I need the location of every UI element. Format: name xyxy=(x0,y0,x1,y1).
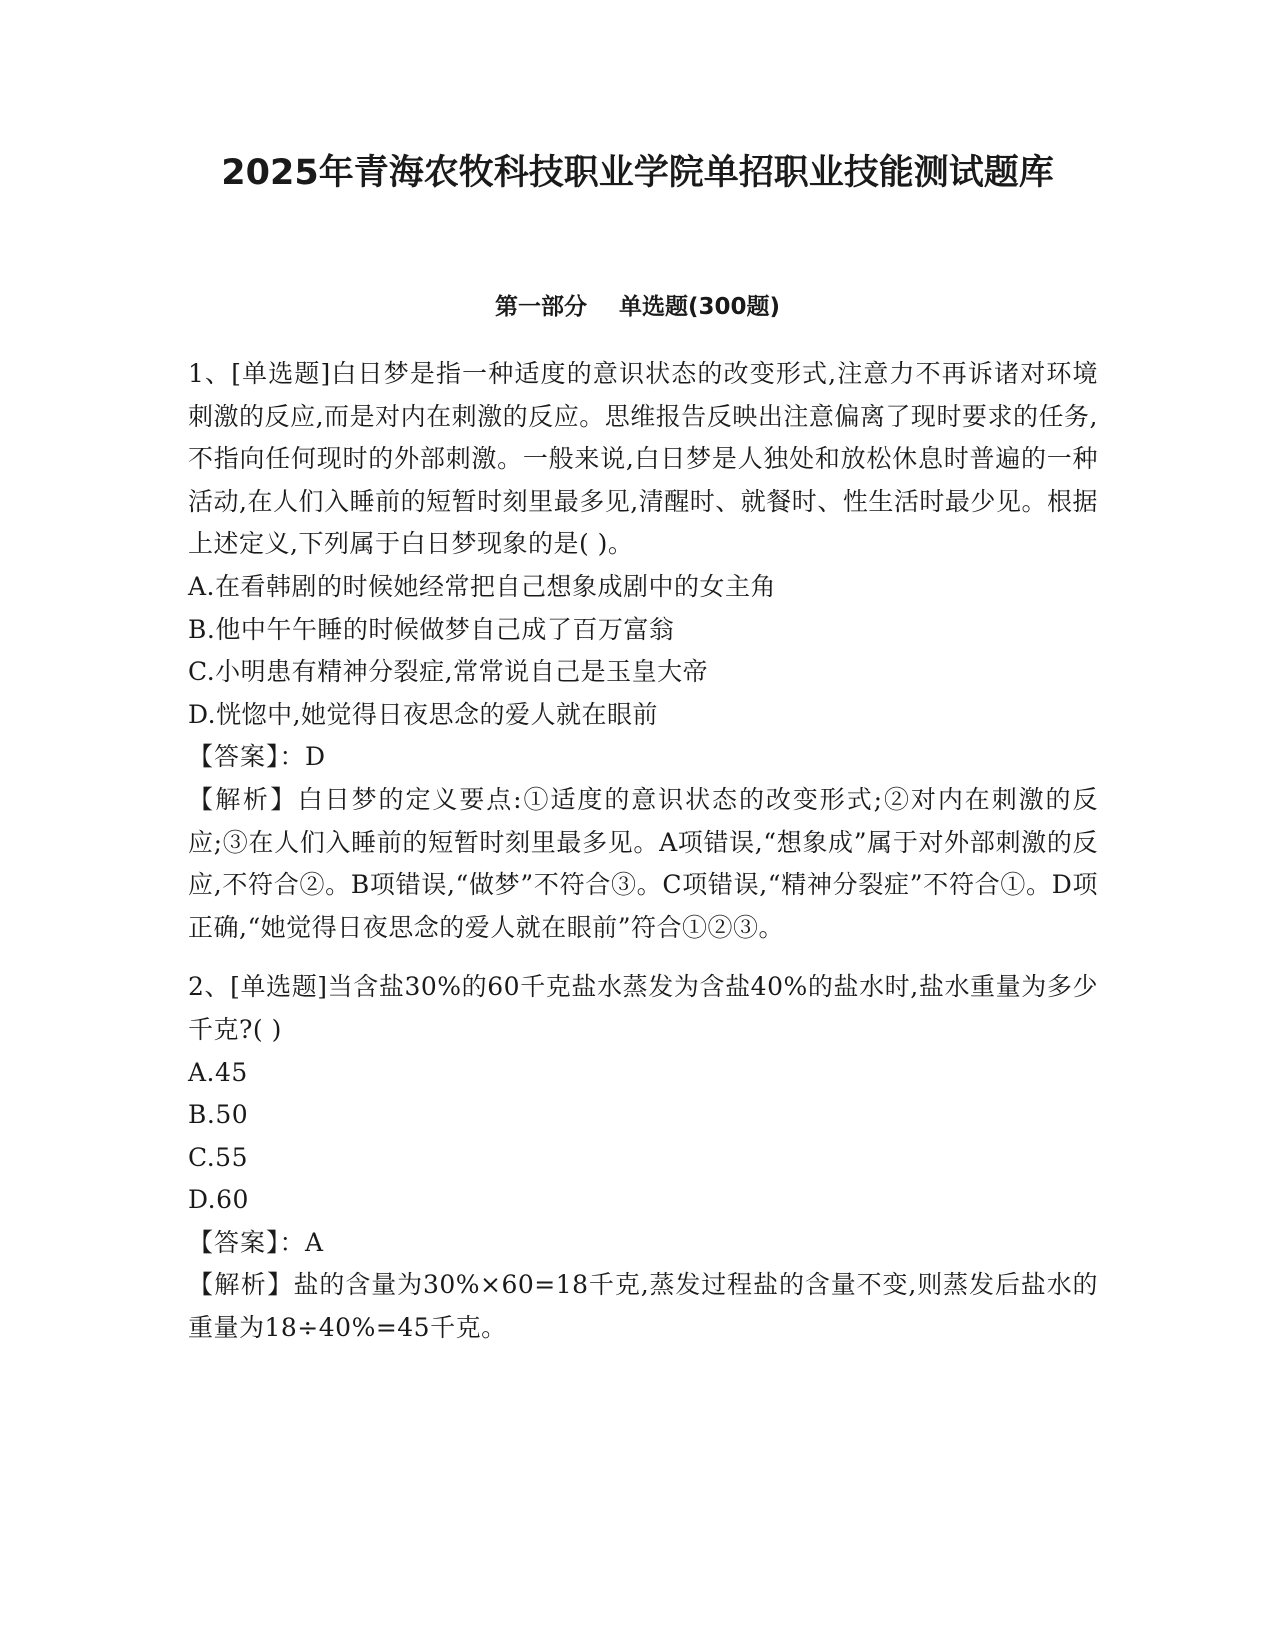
option-c: C.55 xyxy=(188,1142,248,1172)
answer-label: 【答案】 xyxy=(188,742,280,772)
analysis-label: 【解析】 xyxy=(188,784,298,814)
question-separator xyxy=(188,949,1098,966)
analysis-text: 盐的含量为30%×60=18千克,蒸发过程盐的含量不变,则蒸发后盐水的重量为18÷40%=45千克。 xyxy=(188,1270,1098,1343)
question-2 xyxy=(188,966,1098,1349)
analysis-line xyxy=(188,1264,1098,1349)
analysis-line xyxy=(188,779,1098,949)
option-b: B.他中午午睡的时候做梦自己成了百万富翁 xyxy=(188,614,675,644)
answer-line xyxy=(188,1222,1098,1265)
option-d: D.60 xyxy=(188,1185,249,1215)
document-title: 2025年青海农牧科技职业学院单招职业技能测试题库 xyxy=(221,153,1054,193)
answer-line xyxy=(188,736,1098,779)
analysis-label: 【解析】 xyxy=(188,1270,294,1300)
option-d: D.恍惚中,她觉得日夜思念的爱人就在眼前 xyxy=(188,699,659,729)
question-list xyxy=(188,353,1098,1350)
answer-value: ：D xyxy=(279,742,326,772)
answer-label: 【答案】 xyxy=(188,1227,280,1257)
option-c: C.小明患有精神分裂症,常常说自己是玉皇大帝 xyxy=(188,657,709,687)
section-title: 第一部分 单选题(300题) xyxy=(494,294,781,320)
question-stem: 2、[单选题]当含盐30%的60千克盐水蒸发为含盐40%的盐水时,盐水重量为多少千克?( ) xyxy=(188,972,1098,1044)
question-1 xyxy=(188,353,1098,949)
analysis-text: 白日梦的定义要点:①适度的意识状态的改变形式;②对内在刺激的反应;③在人们入睡前的短暂时刻里最多见。A项错误,“想象成”属于对外部刺激的反应,不符合②。B项错误,“做梦”不符合③。C项错误,“精神分裂症”不符合①。D项正确,“她觉得日夜思念的爱人就在眼前”符合①②③。 xyxy=(188,784,1098,942)
option-a: A.在看韩剧的时候她经常把自己想象成剧中的女主角 xyxy=(188,571,777,601)
answer-value: ：A xyxy=(279,1227,324,1257)
option-a: A.45 xyxy=(188,1057,248,1087)
question-stem: 1、[单选题]白日梦是指一种适度的意识状态的改变形式,注意力不再诉诸对环境刺激的反应,而是对内在刺激的反应。思维报告反映出注意偏离了现时要求的任务,不指向任何现时的外部刺激。一般来说,白日梦是人独处和放松休息时普遍的一种活动,在人们入睡前的短暂时刻里最多见,清醒时、就餐时、性生活时最少见。根据上述定义,下列属于白日梦现象的是( )。 xyxy=(188,359,1098,559)
option-b: B.50 xyxy=(188,1100,249,1130)
